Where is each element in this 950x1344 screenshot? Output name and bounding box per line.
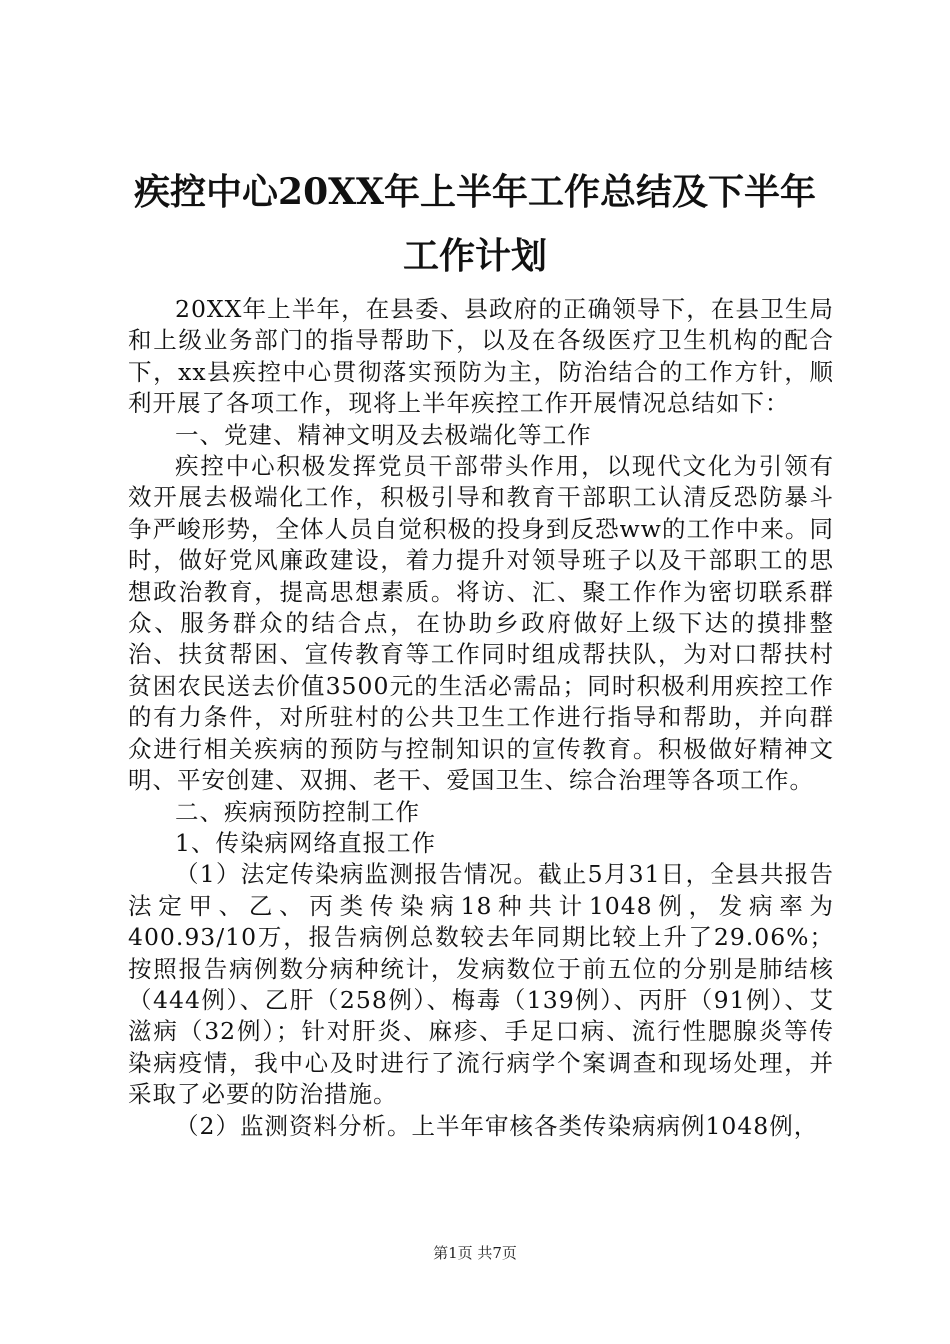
subsection-heading-network-reporting: 1、传染病网络直报工作 [175, 828, 436, 857]
party-building-paragraph: 疾控中心积极发挥党员干部带头作用，以现代文化为引领有效开展去极端化工作，积极引导和教育干部职工认清反恐防暴斗争严峻形势，全体人员自觉积极的投身到反恐ww的工作中来。同时，做好党风廉政建设，着力提升对领导班子以及干部职工的思想政治教育，提高思想素质。将访、汇、聚工作作为密切联系群众、服务群众的结合点，在协助乡政府做好上级下达的摸排整治、扶贫帮困、宣传教育等工作同时组成帮扶队，为对口帮扶村贫困农民送去价值3500元的生活必需品；同时积极利用疾控工作的有力条件，对所驻村的公共卫生工作进行指导和帮助，并向群众进行相关疾病的预防与控制知识的宣传教育。积极做好精神文明、平安创建、双拥、老干、爱国卫生、综合治理等各项工作。 [128, 452, 834, 795]
document-title: 疾控中心20XX年上半年工作总结及下半年工作计划 [134, 171, 816, 277]
intro-paragraph: 20XX年上半年，在县委、县政府的正确领导下，在县卫生局和上级业务部门的指导帮助下，以及在各级医疗卫生机构的配合下，xx县疾控中心贯彻落实预防为主，防治结合的工作方针，顺利开展了各项工作，现将上半年疾控工作开展情况总结如下： [128, 295, 834, 418]
data-analysis-paragraph: （2）监测资料分析。上半年审核各类传染病病例1048例， [175, 1111, 819, 1140]
document-body [128, 294, 834, 1142]
section-heading-disease-control: 二、疾病预防控制工作 [175, 797, 420, 826]
section-heading-party-building: 一、党建、精神文明及去极端化等工作 [175, 420, 592, 449]
page-number-footer: 第1页 共7页 [433, 1244, 517, 1262]
surveillance-report-paragraph: （1）法定传染病监测报告情况。截止5月31日，全县共报告法定甲、乙、丙类传染病18种共计1048例，发病率为400.93/10万，报告病例总数较去年同期比较上升了29.06%；按照报告病例数分病种统计，发病数位于前五位的分别是肺结核（444例）、乙肝（258例）、梅毒（139例）、丙肝（91例）、艾滋病（32例）；针对肝炎、麻疹、手足口病、流行性腮腺炎等传染病疫情，我中心及时进行了流行病学个案调查和现场处理，并采取了必要的防治措施。 [128, 860, 834, 1109]
